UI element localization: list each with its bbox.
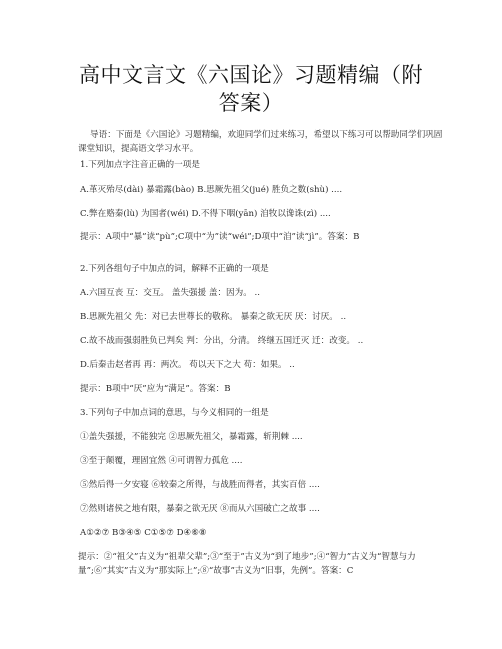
q3-line4: ⑦然则诸侯之地有限，暴秦之欲无厌 ⑧而从六国破亡之故事 .... [80, 504, 320, 514]
q3-line3: ⑤然后得一夕安寝 ⑥较秦之所得，与战胜而得者，其实百倍 .... [80, 480, 320, 490]
doc-title-line2: 答案） [218, 91, 284, 115]
q2-hint: 提示：B项中“厌”应为“满足”。答案：B [80, 384, 231, 394]
q3-answer-options: A①②⑦ B③④⑤ C①⑤⑦ D④⑥⑧ [80, 528, 207, 538]
q3-line2: ③至于颠覆，理固宜然 ④可谓智力孤危 .... [80, 456, 243, 466]
q2-option-c: C.故不战而强弱胜负已判矣 判：分出，分清。 终继五国迁灭 迁：改变。 .. [80, 336, 364, 346]
q1-options-cd: C.弊在赂秦(lù) 为国者(wéi) D.不得下咽(yān) 洎牧以谗诛(zì) .... [80, 209, 331, 219]
q2-option-a: A.六国互丧 互：交互。 盖失强援 盖：因为。 .. [80, 288, 261, 298]
q3-stem: 3.下列句子中加点词的意思，与今义相同的一组是 [80, 408, 269, 418]
q3-line1: ①盖失强援，不能独完 ②思厥先祖父，暴霜露，斩荆棘 .... [80, 432, 303, 442]
q3-hint: 提示：②“祖父”古义为“祖辈父辈”;③“至于”古义为“到了地步”;④“智力”古义为“智慧与力量”;⑥“其实”古义为“那实际上”;⑧“故事”古义为“旧事，先例”。答案：C [78, 552, 416, 576]
q1-stem: 1.下列加点字注音正确的一项是 [80, 160, 200, 170]
q2-option-d: D.后秦击赵者再 再：两次。 苟以天下之大 苟：如果。 .. [80, 360, 295, 370]
q1-options-ab: A.革灭殆尽(dài) 暴霜露(bào) B.思厥先祖父(jué) 胜负之数(shù) .... [80, 185, 343, 195]
q2-stem: 2.下列各组句子中加点的词，解释不正确的一项是 [80, 264, 269, 274]
q2-option-b: B.思厥先祖父 先：对已去世尊长的敬称。 暴秦之欲无厌 厌：讨厌。 .. [80, 312, 347, 322]
doc-title-line1: 高中文言文《六国论》习题精编（附 [79, 63, 423, 87]
q1-hint: 提示：A项中“暴”读“pù”;C项中“为”读“wéi”;D项中“洎”读“jì”。答案：B [80, 232, 360, 242]
intro-paragraph: 导语：下面是《六国论》习题精编，欢迎同学们过来练习，希望以下练习可以帮助同学们巩固课堂知识，提高语文学习水平。 [78, 130, 443, 154]
